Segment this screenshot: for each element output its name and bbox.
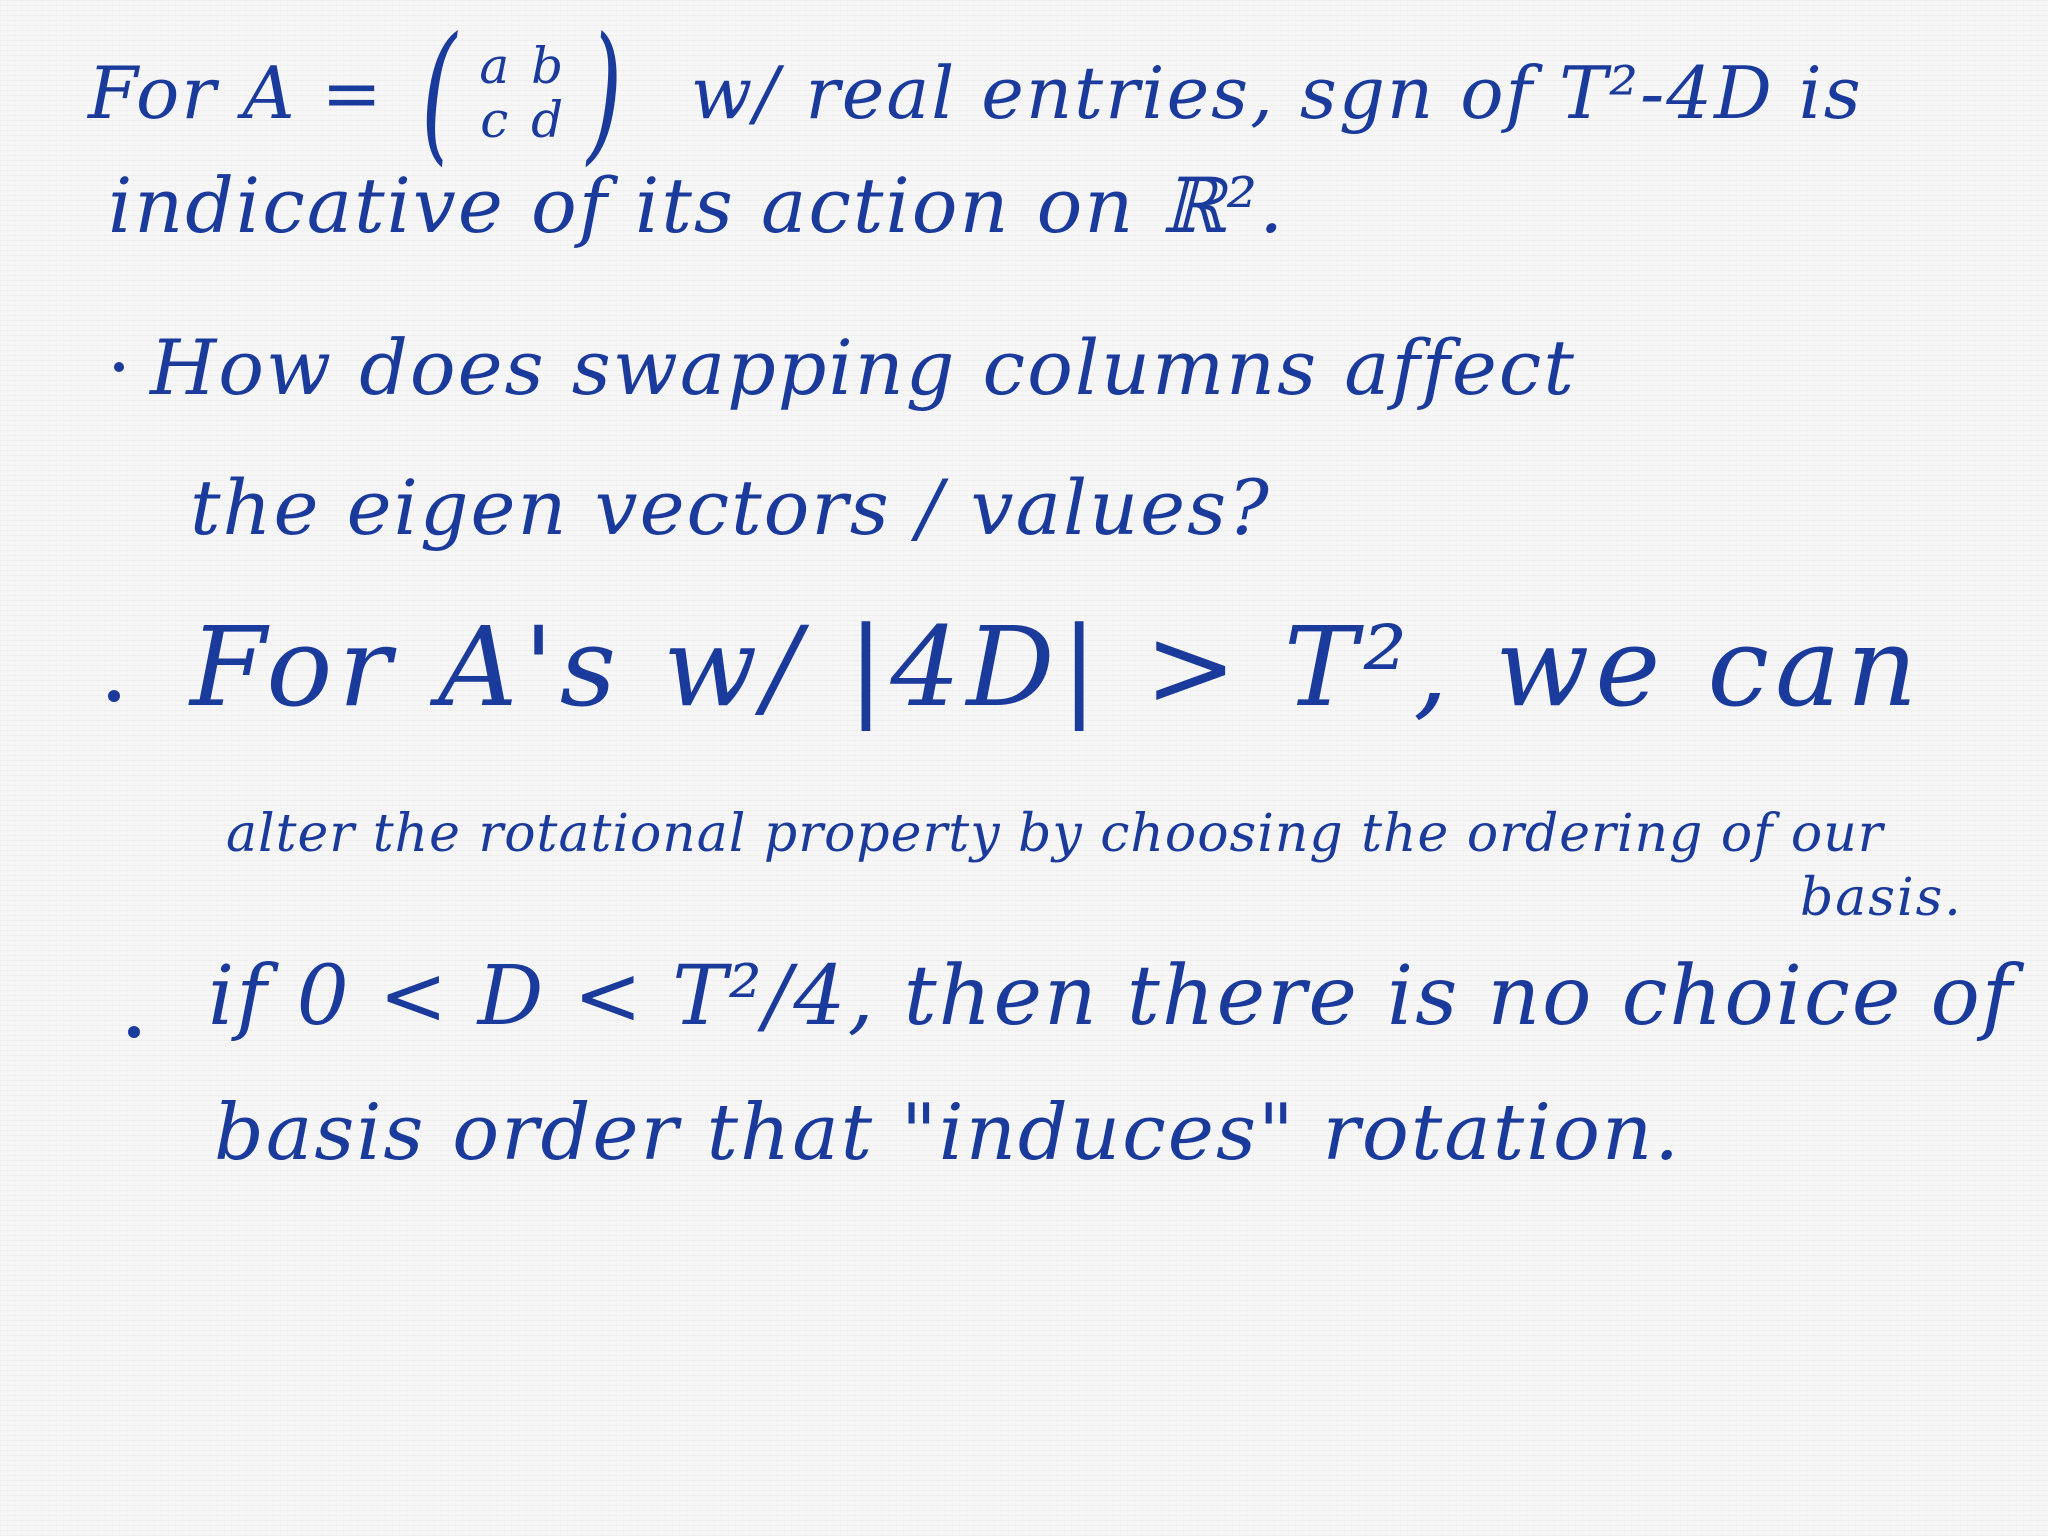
bullet-3-line-1: if 0 < D < T²/4, then there is no choice of	[208, 949, 2015, 1044]
matrix-entry-b: b	[531, 37, 566, 95]
bullet-3-line-2: basis order that "induces" rotation.	[214, 1088, 1682, 1178]
right-paren: )	[587, 6, 624, 180]
bullet-1-line-1: How does swapping columns affect	[150, 323, 1576, 412]
bullet-2-dot	[108, 690, 120, 702]
bullet-3-dot	[128, 1026, 140, 1038]
bullet-1-dot	[114, 362, 124, 372]
matrix-entry-d: d	[531, 91, 566, 149]
line-2: indicative of its action on ℝ².	[108, 161, 1286, 250]
line-1-suffix: w/ real entries, sgn of T²-4D is	[690, 51, 1863, 135]
bullet-2-line-3: basis.	[1800, 868, 1963, 928]
bullet-2-line-2: alter the rotational property by choosing the ordering of our	[226, 804, 1884, 864]
bullet-2-line-1: For A's w/ |4D| > T², we can	[190, 603, 1924, 731]
line-1-prefix: For A =	[88, 51, 384, 135]
matrix-a	[469, 39, 575, 147]
left-paren: (	[420, 6, 458, 180]
matrix-entry-a: a	[479, 37, 512, 95]
bullet-1-line-2: the eigen vectors / values?	[190, 463, 1271, 552]
matrix-entry-c: c	[480, 91, 511, 149]
line-1	[88, 6, 1863, 180]
